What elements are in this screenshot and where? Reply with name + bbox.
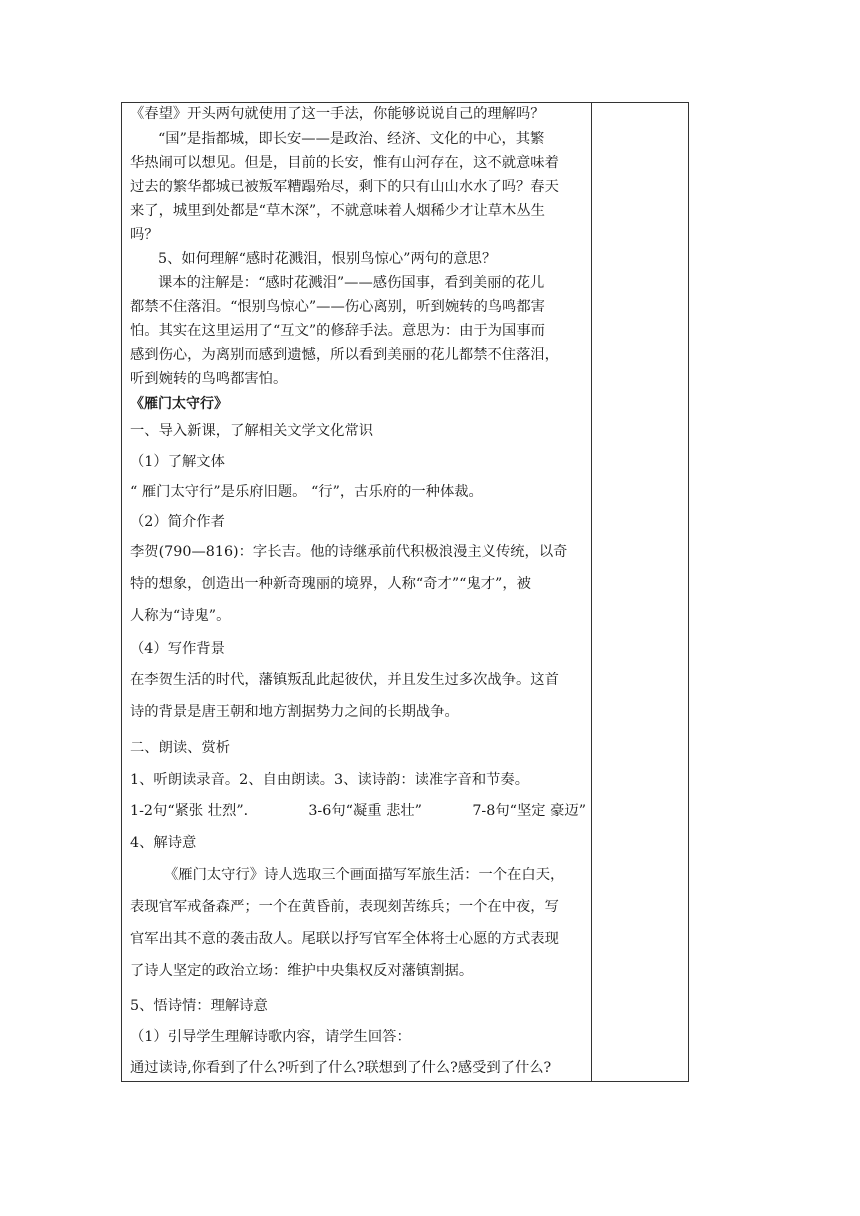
text-line: 过去的繁华都城已被叛军糟蹋殆尽，剩下的只有山山水水了吗？春天 [130, 179, 559, 195]
rhythm-line [130, 802, 586, 820]
text-line: 特的想象，创造出一种新奇瑰丽的境界，人称“奇才”“鬼才”，被 [130, 576, 531, 592]
text-line: （1）引导学生理解诗歌内容，请学生回答： [130, 1029, 411, 1045]
text-line: 吗？ [130, 227, 159, 243]
rhythm-part-1: 1-2句“紧张 壮烈”． [130, 803, 258, 819]
rhythm-part-2: 3-6句“凝重 悲壮” [308, 803, 422, 819]
text-line: 都禁不住落泪。“恨别鸟惊心”——伤心离别，听到婉转的鸟鸣都害 [130, 299, 545, 315]
section-heading: 一、导入新课，了解相关文学文化常识 [130, 423, 374, 439]
text-line: 听到婉转的鸟鸣都害怕。 [130, 371, 288, 387]
text-line: 感到伤心，为离别而感到遗憾，所以看到美丽的花儿都禁不住落泪， [130, 347, 559, 363]
text-line: 在李贺生活的时代，藩镇叛乱此起彼伏，并且发生过多次战争。这首 [130, 672, 559, 688]
text-line: 课本的注解是：“感时花溅泪”——感伤国事，看到美丽的花儿 [158, 275, 545, 291]
lesson-plan-table [121, 102, 689, 1082]
subsection-heading: （2）简介作者 [130, 514, 225, 530]
text-line: 华热闹可以想见。但是，目前的长安，惟有山河存在，这不就意味着 [130, 155, 559, 171]
text-line: 表现官军戒备森严；一个在黄昏前，表现刻苦练兵；一个在中夜，写 [130, 899, 559, 915]
text-line: 人称为“诗鬼”。 [130, 608, 231, 624]
text-line: 官军出其不意的袭击敌人。尾联以抒写官军全体将士心愿的方式表现 [130, 931, 559, 947]
text-line: 诗的背景是唐王朝和地方割据势力之间的长期战争。 [130, 704, 459, 720]
question-heading: 5、如何理解“感时花溅泪，恨别鸟惊心”两句的意思？ [158, 251, 497, 267]
text-line: 来了，城里到处都是“草木深”，不就意味着人烟稀少才让草木丛生 [130, 203, 545, 219]
text-line: 《雁门太守行》诗人选取三个画面描写军旅生活：一个在白天， [164, 867, 565, 883]
text-line: 李贺(790—816)：字长吉。他的诗继承前代积极浪漫主义传统，以奇 [130, 544, 568, 560]
subsection-heading: （1）了解文体 [130, 454, 225, 470]
section-heading: 4、解诗意 [130, 835, 197, 851]
section-heading: 二、朗读、赏析 [130, 740, 231, 756]
text-line: “国”是指都城，即长安——是政治、经济、文化的中心，其繁 [158, 131, 545, 147]
text-line: 《春望》开头两句就使用了这一手法，你能够说说自己的理解吗？ [130, 106, 545, 122]
subsection-heading: （4）写作背景 [130, 641, 225, 657]
section-heading: 5、悟诗情：理解诗意 [130, 998, 268, 1014]
column-divider [591, 103, 592, 1081]
text-line: 1、听朗读录音。2、自由朗读。3、读诗韵：读准字音和节奏。 [130, 772, 530, 788]
rhythm-part-3: 7-8句“坚定 豪迈” [472, 803, 586, 819]
text-line: 通过读诗,你看到了什么?听到了什么?联想到了什么?感受到了什么? [130, 1060, 552, 1076]
text-line: 了诗人坚定的政治立场：维护中央集权反对藩镇割据。 [130, 963, 474, 979]
text-line: “ 雁门太守行”是乐府旧题。 “行”，古乐府的一种体裁。 [130, 484, 483, 500]
text-line: 怕。其实在这里运用了“互文”的修辞手法。意思为：由于为国事而 [130, 323, 545, 339]
poem-title: 《雁门太守行》 [130, 396, 228, 412]
